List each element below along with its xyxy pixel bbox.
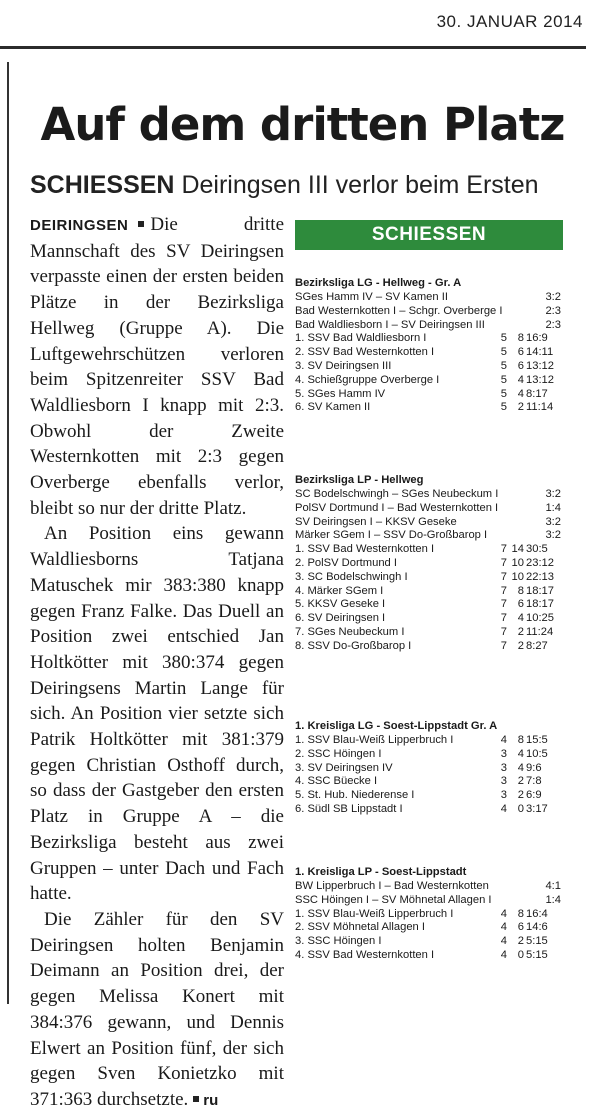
score: 14:11	[526, 346, 554, 359]
kicker: SCHIESSEN	[30, 171, 175, 199]
points: 8	[517, 584, 524, 597]
standing-row	[295, 612, 565, 626]
standing-row	[295, 543, 565, 557]
games: 4	[500, 948, 507, 961]
team-name: 1. SSV Blau-Weiß Lipperbruch I	[295, 907, 454, 920]
points: 4	[517, 373, 524, 386]
match-result: 2:3	[545, 318, 561, 331]
standing-row	[295, 640, 565, 654]
match-pairing: PolSV Dortmund I – Bad Westernkotten I	[295, 501, 499, 514]
match-pairing: Bad Waldliesborn I – SV Deiringsen III	[295, 318, 485, 331]
games: 5	[500, 373, 507, 386]
match-row	[295, 880, 565, 894]
standing-row	[295, 557, 565, 571]
points: 6	[517, 598, 524, 611]
results-section	[295, 473, 565, 654]
score: 6:9	[526, 789, 542, 802]
games: 3	[500, 747, 507, 760]
standing-row	[295, 803, 565, 817]
team-name: 4. Märker SGem I	[295, 584, 384, 597]
games: 5	[500, 401, 507, 414]
standing-row	[295, 921, 565, 935]
square-bullet-icon	[138, 221, 144, 227]
match-result: 4:1	[545, 880, 561, 892]
score: 3:17	[526, 802, 548, 815]
points: 4	[517, 612, 524, 625]
paragraph-2: An Position eins gewann Waldliesborns Tatjana Matuschek mir 383:380 knapp gegen Franz Falke. Das Duell an Position zwei entschied Jan Holtkötter mit 380:374 gegen Deiringsens Martin Lange für sich. An Position vier setzte sich Patrik Holtkötter mit 381:379 gegen Christian Osthoff durch, so dass der Gastgeber den ersten Platz in Gruppe A – die Bezirksliga besteht aus zwei Gruppen – unter Dach und Fach hatte.	[30, 523, 284, 905]
results-banner: SCHIESSEN	[295, 220, 563, 250]
team-name: 6. SV Kamen II	[295, 401, 371, 414]
standing-row	[295, 734, 565, 748]
dateline: DEIRINGSEN	[30, 217, 129, 234]
team-name: 2. PolSV Dortmund I	[295, 556, 397, 569]
results-box	[295, 220, 565, 961]
paragraph-3	[30, 907, 284, 1114]
page-date: 30. JANUAR 2014	[436, 12, 583, 31]
games: 7	[500, 543, 507, 556]
standing-row	[295, 775, 565, 789]
match-pairing: SV Deiringsen I – KKSV Geseke	[295, 515, 457, 528]
games: 5	[500, 346, 507, 359]
games: 4	[500, 907, 507, 920]
games: 5	[500, 387, 507, 400]
games: 3	[500, 761, 507, 774]
team-name: 6. SV Deiringsen I	[295, 612, 386, 625]
match-row	[295, 291, 565, 305]
standing-row	[295, 401, 565, 415]
score: 15:5	[526, 734, 548, 746]
score: 11:24	[526, 625, 554, 638]
score: 23:12	[526, 556, 554, 569]
team-name: 7. SGes Neubeckum I	[295, 625, 405, 638]
games: 3	[500, 775, 507, 788]
team-name: 1. SSV Blau-Weiß Lipperbruch I	[295, 734, 454, 746]
score: 16:4	[526, 907, 548, 920]
match-result: 1:4	[545, 893, 561, 906]
points: 8	[517, 907, 524, 920]
subheadline	[30, 171, 539, 200]
headline: Auf dem dritten Platz	[40, 98, 565, 151]
team-name: 1. SSV Bad Waldliesborn I	[295, 332, 427, 345]
square-bullet-icon	[193, 1096, 199, 1102]
team-name: 2. SSV Möhnetal Allagen I	[295, 921, 425, 934]
article-body	[30, 212, 284, 1114]
match-pairing: Märker SGem I – SSV Do-Großbarop I	[295, 529, 488, 542]
score: 18:17	[526, 584, 554, 597]
games: 7	[500, 556, 507, 569]
score: 10:25	[526, 612, 554, 625]
games: 4	[500, 921, 507, 934]
points: 4	[517, 747, 524, 760]
games: 7	[500, 612, 507, 625]
match-pairing: SSC Höingen I – SV Möhnetal Allagen I	[295, 893, 492, 906]
match-result: 1:4	[545, 501, 561, 514]
points: 2	[517, 789, 524, 802]
section-title: 1. Kreisliga LP - Soest-Lippstadt	[295, 866, 467, 878]
score: 8:27	[526, 639, 548, 652]
score: 10:5	[526, 747, 548, 760]
score: 22:13	[526, 570, 554, 583]
games: 4	[500, 802, 507, 815]
team-name: 3. SV Deiringsen III	[295, 359, 392, 372]
standing-row	[295, 626, 565, 640]
results-section	[295, 719, 565, 817]
team-name: 5. SGes Hamm IV	[295, 387, 386, 400]
match-row	[295, 319, 565, 333]
author-signature: ru	[203, 1091, 219, 1109]
points: 4	[517, 761, 524, 774]
match-pairing: BW Lipperbruch I – Bad Westernkotten	[295, 880, 489, 892]
points: 10	[511, 570, 524, 583]
section-title: Bezirksliga LP - Hellweg	[295, 474, 424, 486]
points: 8	[517, 734, 524, 746]
team-name: 2. SSC Höingen I	[295, 747, 382, 760]
standing-row	[295, 388, 565, 402]
standing-row	[295, 935, 565, 949]
team-name: 4. SSC Büecke I	[295, 775, 378, 788]
standing-row	[295, 949, 565, 963]
score: 13:12	[526, 373, 554, 386]
points: 6	[517, 346, 524, 359]
standing-row	[295, 332, 565, 346]
standing-row	[295, 571, 565, 585]
score: 7:8	[526, 775, 542, 788]
games: 3	[500, 789, 507, 802]
paragraph-text: Die dritte Mannschaft des SV Deiringsen verpasste einen der ersten beiden Plätze in der Bezirksliga Hellweg (Gruppe A). Die Luftgewehrschützen verloren beim Spitzenreiter SSV Bad Waldliesborn I knapp mit 2:3. Obwohl der Zweite Westernkotten mit 2:3 gegen Overberge ebenfalls verlor, bleibt so nur der dritte Platz.	[30, 214, 284, 519]
team-name: 3. SSC Höingen I	[295, 935, 382, 948]
score: 11:14	[526, 401, 554, 414]
paragraph-1	[30, 212, 284, 521]
match-row	[295, 488, 565, 502]
score: 8:17	[526, 387, 548, 400]
points: 2	[517, 401, 524, 414]
match-pairing: SC Bodelschwingh – SGes Neubeckum I	[295, 488, 499, 500]
points: 0	[517, 948, 524, 961]
score: 5:15	[526, 948, 548, 961]
results-section	[295, 276, 565, 415]
points: 6	[517, 921, 524, 934]
points: 10	[511, 556, 524, 569]
paragraph-text: Die Zähler für den SV Deiringsen holten Benjamin Deimann an Position drei, der gegen Melissa Konert mit 384:376 gewann, und Dennis Elwert an Position fünf, der sich gegen Sven Konietzko mit 371:363 durchsetzte.	[30, 908, 284, 1110]
team-name: 3. SV Deiringsen IV	[295, 761, 393, 774]
match-result: 3:2	[545, 291, 561, 303]
games: 7	[500, 584, 507, 597]
section-title: 1. Kreisliga LG - Soest-Lippstadt Gr. A	[295, 720, 498, 732]
games: 7	[500, 570, 507, 583]
points: 8	[517, 332, 524, 345]
left-column-rule	[7, 62, 9, 1004]
match-row	[295, 516, 565, 530]
team-name: 5. KKSV Geseke I	[295, 598, 386, 611]
team-name: 8. SSV Do-Großbarop I	[295, 639, 412, 652]
score: 13:12	[526, 359, 554, 372]
team-name: 3. SC Bodelschwingh I	[295, 570, 408, 583]
score: 9:6	[526, 761, 542, 774]
score: 16:9	[526, 332, 548, 345]
match-result: 3:2	[545, 529, 561, 542]
match-result: 3:2	[545, 488, 561, 500]
team-name: 1. SSV Bad Westernkotten I	[295, 543, 435, 556]
standing-row	[295, 762, 565, 776]
points: 2	[517, 775, 524, 788]
standing-row	[295, 789, 565, 803]
standing-row	[295, 374, 565, 388]
team-name: 4. Schießgruppe Overberge I	[295, 373, 440, 386]
points: 2	[517, 625, 524, 638]
standing-row	[295, 908, 565, 922]
points: 0	[517, 802, 524, 815]
match-row	[295, 305, 565, 319]
team-name: 5. St. Hub. Niederense I	[295, 789, 415, 802]
games: 7	[500, 625, 507, 638]
match-pairing: Bad Westernkotten I – Schgr. Overberge I	[295, 304, 503, 317]
games: 7	[500, 598, 507, 611]
standing-row	[295, 346, 565, 360]
score: 14:6	[526, 921, 548, 934]
results-section	[295, 865, 565, 963]
games: 4	[500, 734, 507, 746]
match-row	[295, 529, 565, 543]
games: 5	[500, 332, 507, 345]
standing-row	[295, 598, 565, 612]
games: 4	[500, 935, 507, 948]
header-rule	[0, 46, 586, 49]
points: 2	[517, 935, 524, 948]
match-row	[295, 502, 565, 516]
standing-row	[295, 748, 565, 762]
score: 30:5	[526, 543, 548, 556]
subheadline-text: Deiringsen III verlor beim Ersten	[181, 171, 539, 199]
standing-row	[295, 585, 565, 599]
section-title: Bezirksliga LG - Hellweg - Gr. A	[295, 277, 462, 289]
points: 6	[517, 359, 524, 372]
standing-row	[295, 360, 565, 374]
games: 7	[500, 639, 507, 652]
match-result: 2:3	[545, 304, 561, 317]
games: 5	[500, 359, 507, 372]
team-name: 6. Südl SB Lippstadt I	[295, 802, 403, 815]
match-pairing: SGes Hamm IV – SV Kamen II	[295, 291, 448, 303]
match-result: 3:2	[545, 515, 561, 528]
points: 4	[517, 387, 524, 400]
points: 2	[517, 639, 524, 652]
team-name: 2. SSV Bad Westernkotten I	[295, 346, 435, 359]
match-row	[295, 894, 565, 908]
points: 14	[511, 543, 524, 556]
team-name: 4. SSV Bad Westernkotten I	[295, 948, 435, 961]
score: 5:15	[526, 935, 548, 948]
score: 18:17	[526, 598, 554, 611]
